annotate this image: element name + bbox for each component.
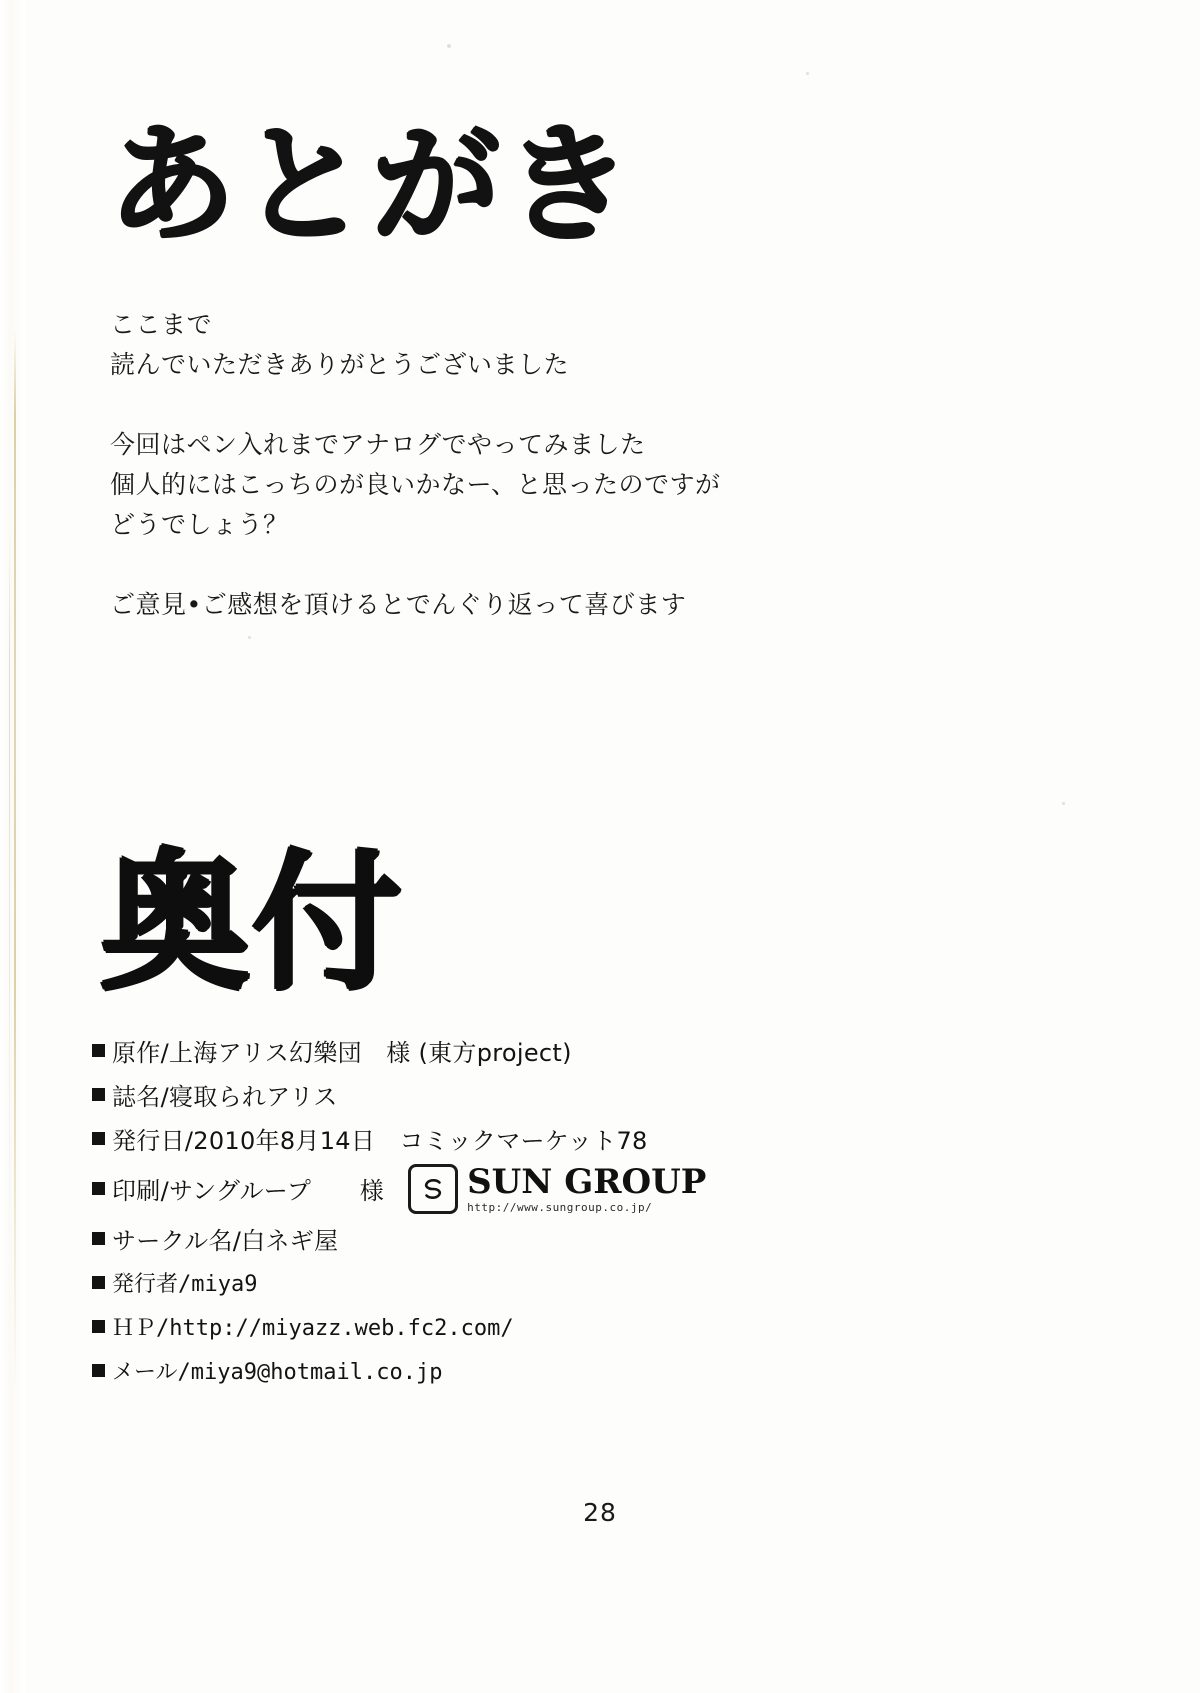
colophon-row <box>92 1348 912 1392</box>
colophon-row-text: 発行者/miya9 <box>112 1271 258 1297</box>
colophon-row <box>92 1260 912 1304</box>
afterword-heading: あとがき <box>108 111 637 260</box>
afterword-line: 読んでいただきありがとうございました <box>110 350 570 379</box>
square-bullet-icon <box>92 1320 105 1333</box>
scan-speck <box>806 72 809 75</box>
scan-speck <box>248 636 251 639</box>
gutter-shadow-line <box>14 330 16 1390</box>
page-number: 28 <box>583 1498 617 1527</box>
afterword-line: 個人的にはこっちのが良いかなー、と思ったのですが <box>110 470 721 499</box>
scan-speck <box>447 44 451 48</box>
gutter-shadow-line-secondary <box>9 520 10 1280</box>
square-bullet-icon <box>92 1276 105 1289</box>
square-bullet-icon <box>92 1232 105 1245</box>
square-bullet-icon <box>92 1044 105 1057</box>
afterword-line: ご意見•ご感想を頂けるとでんぐり返って喜びます <box>110 590 687 619</box>
colophon-row <box>92 1116 912 1160</box>
square-bullet-icon <box>92 1088 105 1101</box>
colophon-row-text: 印刷/サングループ 様 <box>112 1176 385 1205</box>
afterword-line: どうでしょう？ <box>110 510 289 539</box>
colophon-row <box>92 1304 912 1348</box>
sun-group-name: SUN GROUP <box>467 1162 707 1202</box>
sun-group-logo <box>408 1164 706 1214</box>
colophon-list <box>92 1028 912 1392</box>
colophon-row-text: 発行日/2010年8月14日 コミックマーケット78 <box>112 1126 648 1155</box>
sun-group-url: http://www.sungroup.co.jp/ <box>467 1201 653 1214</box>
binding-gutter <box>0 0 26 1693</box>
square-bullet-icon <box>92 1364 105 1377</box>
sun-group-mark-icon <box>408 1164 458 1214</box>
colophon-row-text[interactable]: メール/miya9@hotmail.co.jp <box>112 1359 443 1385</box>
afterword-line: ここまで <box>110 310 213 339</box>
colophon-row <box>92 1028 912 1072</box>
afterword-body <box>110 305 870 625</box>
afterword-spacer <box>110 545 870 585</box>
afterword-line: 今回はペン入れまでアナログでやってみました <box>110 430 646 459</box>
colophon-heading: 奥付 <box>100 835 405 1011</box>
sun-group-text <box>467 1162 707 1214</box>
square-bullet-icon <box>92 1182 105 1195</box>
colophon-row <box>92 1216 912 1260</box>
colophon-row-text: 誌名/寝取られアリス <box>112 1082 338 1111</box>
colophon-row-printer <box>92 1160 912 1216</box>
colophon-row <box>92 1072 912 1116</box>
afterword-spacer <box>110 385 870 425</box>
colophon-row-text: 原作/上海アリス幻樂団 様 (東方project) <box>112 1038 572 1067</box>
colophon-row-text: サークル名/白ネギ屋 <box>112 1226 339 1255</box>
colophon-row-text[interactable]: ＨＰ/http://miyazz.web.fc2.com/ <box>112 1315 514 1341</box>
square-bullet-icon <box>92 1132 105 1145</box>
scan-speck <box>1062 802 1065 805</box>
